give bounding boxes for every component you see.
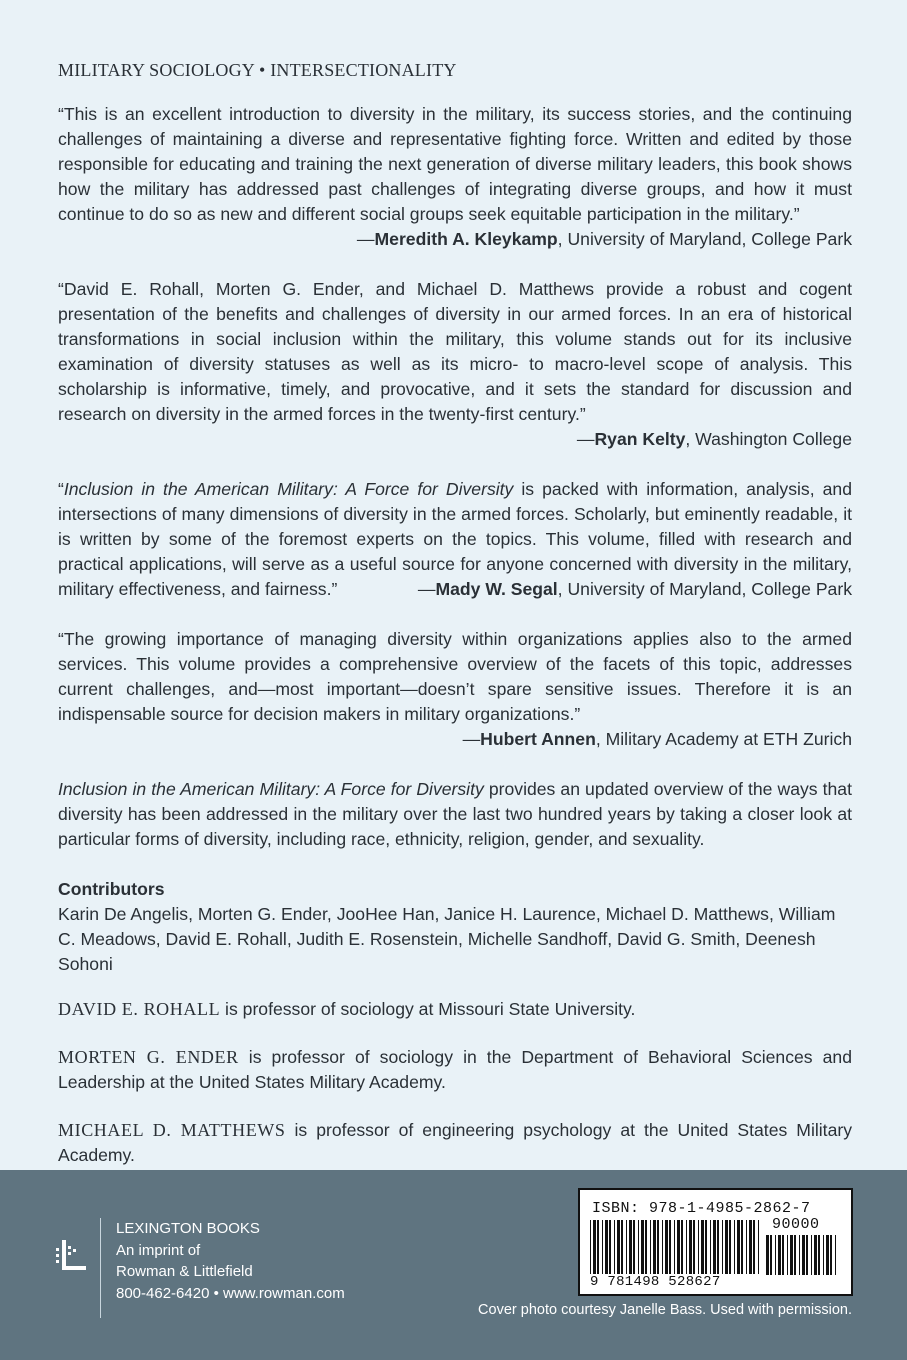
barcode-bar bbox=[633, 1220, 635, 1274]
endorsement-text: “The growing importance of managing diversity within organizations applies also to the armed services. This volume provides a comprehensive overview of the facets of this topic, addresses current challenges, and—most important—doesn’t spare sensitive issues. Therefore it is an indispensable source for decision makers in military organizations.” bbox=[58, 629, 852, 724]
barcode-bar bbox=[686, 1220, 687, 1274]
barcode-bar bbox=[681, 1220, 683, 1274]
photo-credit: Cover photo courtesy Janelle Bass. Used with permission. bbox=[478, 1302, 852, 1318]
barcode-bar bbox=[806, 1235, 808, 1275]
barcode-bar bbox=[674, 1220, 675, 1274]
barcode-bar bbox=[693, 1220, 695, 1274]
endorsement-attribution bbox=[58, 727, 852, 752]
endorsement-body: is packed with information, analysis, and intersections of many dimensions of diversity in the armed forces. Scholarly, but eminently readable, it is written by some of the foremost experts on the topics. This volume, filled with research and practical applications, will serve as a useful source for anyone concerned with diversity in the military, military effectiveness, and fairness.” bbox=[58, 479, 852, 599]
barcode-bar bbox=[621, 1220, 623, 1274]
barcode-bar bbox=[638, 1220, 639, 1274]
contributors-list: Karin De Angelis, Morten G. Ender, JooHee Han, Janice H. Laurence, Michael D. Matthews, William C. Meadows, David E. Rohall, Judith E. Rosenstein, Michelle Sandhoff, David G. Smith, Deenesh Sohoni bbox=[58, 904, 836, 974]
endorser-name: Hubert Annen bbox=[480, 729, 596, 749]
endorsement-text: “This is an excellent introduction to diversity in the military, its success stories, and the continuing challenges of maintaining a diverse and representative fighting force. Written and edited by those responsible for educating and training the next generation of diverse military leaders, this book shows how the military has addressed past challenges of integrating diverse groups, and how it must continue to do so as new and different social groups seek equitable participation in the military.” bbox=[58, 104, 852, 224]
barcode-bar bbox=[725, 1220, 728, 1274]
barcode-bar bbox=[650, 1220, 651, 1274]
lexington-logo-icon bbox=[54, 1236, 88, 1276]
open-quote: “ bbox=[58, 479, 64, 499]
author-name: MICHAEL D. MATTHEWS bbox=[58, 1120, 286, 1140]
author-name: DAVID E. ROHALL bbox=[58, 999, 221, 1019]
publisher-footer bbox=[0, 1170, 907, 1360]
barcode-bar bbox=[811, 1235, 812, 1275]
barcode-bars bbox=[590, 1220, 762, 1274]
endorser-affiliation: , University of Maryland, College Park bbox=[557, 229, 852, 249]
endorser-name: Ryan Kelty bbox=[594, 429, 686, 449]
barcode-bar bbox=[749, 1220, 752, 1274]
publisher-imprint: An imprint of bbox=[116, 1241, 201, 1259]
barcode-bar bbox=[657, 1220, 659, 1274]
barcode-bar bbox=[787, 1235, 788, 1275]
barcode-bar bbox=[689, 1220, 692, 1274]
barcode-bar bbox=[701, 1220, 704, 1274]
price-code: 90000 bbox=[772, 1216, 820, 1233]
barcode-bar bbox=[818, 1235, 820, 1275]
barcode-bar bbox=[746, 1220, 747, 1274]
attribution-dash: — bbox=[356, 229, 375, 249]
barcode-bar bbox=[790, 1235, 793, 1275]
barcode-bar bbox=[677, 1220, 680, 1274]
endorser-affiliation: , University of Maryland, College Park bbox=[557, 579, 852, 599]
logo-divider bbox=[100, 1218, 101, 1318]
barcode-bar bbox=[641, 1220, 644, 1274]
barcode-bar bbox=[778, 1235, 781, 1275]
book-title: Inclusion in the American Military: A Force for Diversity bbox=[63, 479, 514, 499]
category-line: MILITARY SOCIOLOGY • INTERSECTIONALITY bbox=[58, 60, 457, 80]
endorsement-3 bbox=[58, 477, 852, 602]
endorsement-text bbox=[58, 477, 852, 602]
barcode-bar bbox=[645, 1220, 647, 1274]
endorser-affiliation: , Washington College bbox=[685, 429, 852, 449]
barcode-bar bbox=[770, 1235, 772, 1275]
endorser-name: Mady W. Segal bbox=[435, 579, 558, 599]
description-body: provides an updated overview of the ways that diversity has been addressed in the military over the last two hundred years by taking a closer look at particular forms of diversity, including race, ethnicity, religion, gender, and sexuality. bbox=[58, 779, 852, 849]
barcode-bar bbox=[782, 1235, 784, 1275]
barcode-bar bbox=[705, 1220, 707, 1274]
barcode-bar bbox=[830, 1235, 832, 1275]
attribution-dash: — bbox=[417, 579, 436, 599]
barcode-bar bbox=[741, 1220, 743, 1274]
barcode-bar bbox=[802, 1235, 805, 1275]
barcode-bar bbox=[766, 1235, 769, 1275]
barcode-bar bbox=[597, 1220, 599, 1274]
barcode-bar bbox=[775, 1235, 776, 1275]
endorsement-text bbox=[58, 277, 852, 449]
author-bio bbox=[58, 1118, 852, 1168]
barcode-bar bbox=[614, 1220, 615, 1274]
publisher-parent: Rowman & Littlefield bbox=[116, 1263, 253, 1280]
endorsement-attribution bbox=[577, 427, 852, 452]
endorsement-4 bbox=[58, 627, 852, 752]
barcode-bar bbox=[722, 1220, 723, 1274]
back-cover-content bbox=[58, 58, 852, 1191]
barcode-bar bbox=[653, 1220, 656, 1274]
book-title: Inclusion in the American Military: A Force for Diversity bbox=[58, 779, 484, 799]
barcode-bar bbox=[823, 1235, 824, 1275]
barcode-bar bbox=[665, 1220, 668, 1274]
isbn-number: ISBN: 978-1-4985-2862-7 bbox=[592, 1200, 811, 1217]
barcode-bar bbox=[794, 1235, 796, 1275]
barcode-bar bbox=[835, 1235, 836, 1275]
barcode-bar bbox=[617, 1220, 620, 1274]
author-bio-text: is professor of sociology at Missouri State University. bbox=[220, 999, 636, 1019]
attribution-dash: — bbox=[576, 429, 595, 449]
addon-barcode-bars bbox=[766, 1235, 838, 1275]
barcode-bar bbox=[758, 1220, 759, 1274]
isbn-barcode bbox=[578, 1188, 853, 1296]
publisher-name: LEXINGTON BOOKS bbox=[116, 1220, 260, 1237]
endorser-name: Meredith A. Kleykamp bbox=[374, 229, 558, 249]
contributors-heading: Contributors bbox=[58, 879, 165, 899]
publisher-contact: 800-462-6420 • www.rowman.com bbox=[116, 1284, 345, 1302]
endorsement-2 bbox=[58, 277, 852, 452]
endorsement-body: “David E. Rohall, Morten G. Ender, and Michael D. Matthews provide a robust and cogent presentation of the benefits and challenges of diversity in our armed forces. In an era of historical transformations in social inclusion within the military, this volume stands out for its inclusive examination of diversity statuses as well as its micro- to macro-level scope of analysis. This scholarship is informative, timely, and provocative, and it sets the standard for discussion and research on diversity in the armed forces in the twenty-first century.” bbox=[58, 279, 852, 424]
barcode-bar bbox=[710, 1220, 711, 1274]
barcode-digits: 9 781498 528627 bbox=[590, 1274, 721, 1290]
attribution-dash: — bbox=[462, 729, 481, 749]
barcode-bar bbox=[626, 1220, 627, 1274]
barcode-bar bbox=[799, 1235, 800, 1275]
barcode-bar bbox=[669, 1220, 671, 1274]
barcode-bar bbox=[602, 1220, 603, 1274]
barcode-bar bbox=[593, 1220, 596, 1274]
author-bio bbox=[58, 997, 852, 1022]
author-bio bbox=[58, 1045, 852, 1095]
endorsement-1 bbox=[58, 102, 852, 252]
barcode-bar bbox=[698, 1220, 699, 1274]
barcode-bar bbox=[629, 1220, 632, 1274]
publisher-info bbox=[116, 1218, 345, 1304]
barcode-bar bbox=[605, 1220, 608, 1274]
barcode-bar bbox=[662, 1220, 663, 1274]
author-name: MORTEN G. ENDER bbox=[58, 1047, 239, 1067]
barcode-bar bbox=[729, 1220, 731, 1274]
book-description bbox=[58, 777, 852, 852]
endorsement-attribution bbox=[58, 227, 852, 252]
barcode-bar bbox=[814, 1235, 817, 1275]
barcode-bar bbox=[737, 1220, 740, 1274]
author-bio-text: is professor of sociology in the Department of Behavioral Sciences and Leadership at the United States Military Academy. bbox=[58, 1047, 852, 1092]
barcode-bar bbox=[717, 1220, 719, 1274]
barcode-bar bbox=[826, 1235, 829, 1275]
barcode-bar bbox=[609, 1220, 611, 1274]
barcode-bar bbox=[734, 1220, 735, 1274]
author-bio-text: is professor of engineering psychology at the United States Military Academy. bbox=[58, 1120, 853, 1165]
barcode-bar bbox=[753, 1220, 755, 1274]
barcode-bar bbox=[590, 1220, 591, 1274]
endorser-affiliation: , Military Academy at ETH Zurich bbox=[595, 729, 852, 749]
endorsement-attribution bbox=[418, 577, 852, 602]
barcode-bar bbox=[713, 1220, 716, 1274]
